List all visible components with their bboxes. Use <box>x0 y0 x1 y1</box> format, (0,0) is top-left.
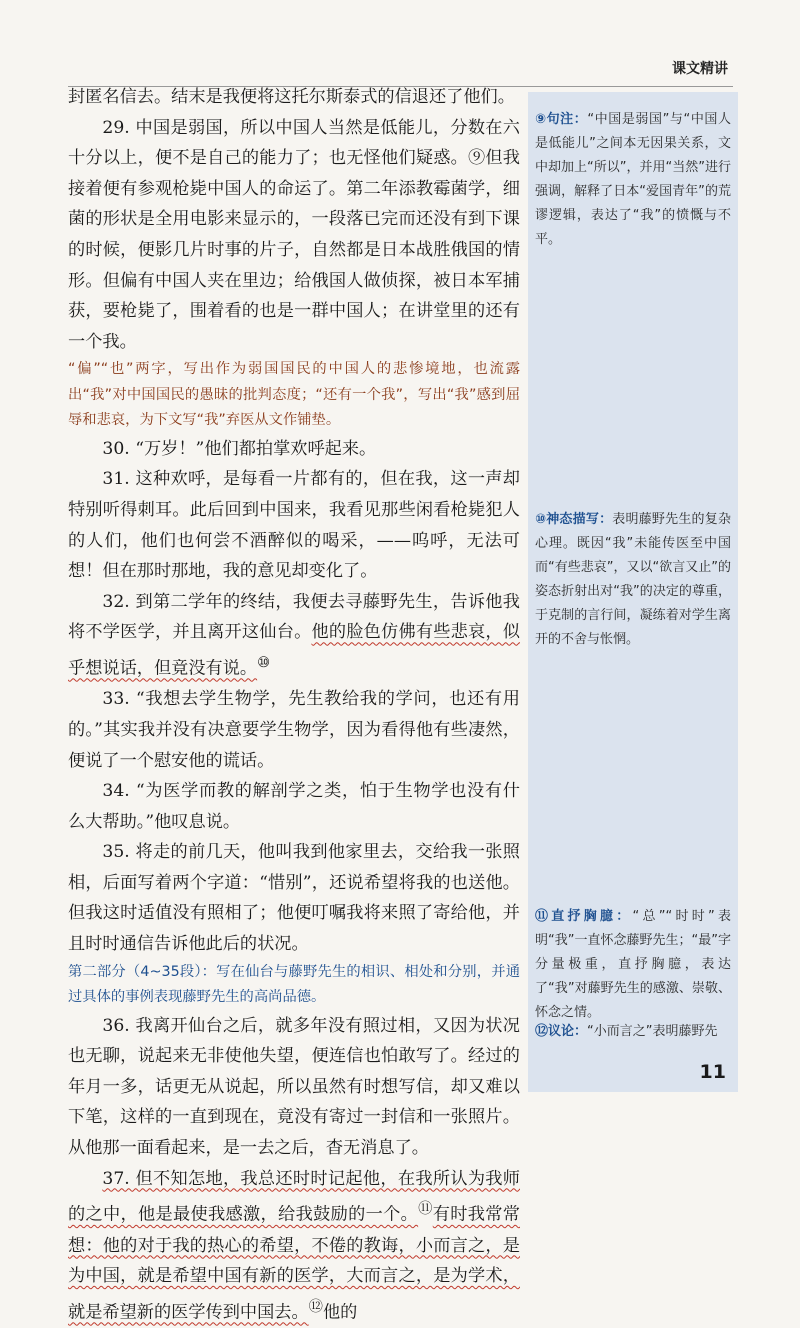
paragraph-31: 31. 这种欢呼，是每看一片都有的，但在我，这一声却特别听得刺耳。此后回到中国来，我看见那些闲看枪毙犯人的人们，他们也何尝不酒醉似的喝采，——呜呼，无法可想！但在那时那地，我的意见却变化了。 <box>68 469 520 582</box>
note-12-heading: ⑫议论： <box>535 1024 588 1039</box>
sidebar-note-10 <box>535 508 731 652</box>
paragraph-30: 30. “万岁！”他们都拍掌欢呼起来。 <box>102 438 377 459</box>
note-11-heading: ⑪直抒胸臆： <box>535 909 633 924</box>
paragraph-35: 35. 将走的前几天，他叫我到他家里去，交给我一张照相，后面写着两个字道：“惜别”，还说希望将我的也送他。但我这时适值没有照相了；他便叮嘱我将来照了寄给他，并且时时通信告诉他此后的状况。 <box>68 842 520 955</box>
note-12-body: “小而言之”表明藤野先 <box>587 1024 718 1039</box>
paragraph-34: 34. “为医学而教的解剖学之类，怕于生物学也没有什么大帮助。”他叹息说。 <box>68 781 520 832</box>
paragraph-37-tail: 他的 <box>322 1302 358 1323</box>
paragraph-37 <box>68 1164 520 1328</box>
main-text <box>68 82 520 1328</box>
paragraph-32-text: 32. 到第二学年的终结，我便去寻藤野先生，告诉他我将不学医学，并且离开这仙台。 <box>68 591 520 643</box>
note-11-body: “总”“时时”表明“我”一直怀念藤野先生；“最”字分量极重，直抒胸臆，表达了“我”对藤野先生的感激、崇敬、怀念之情。 <box>535 909 731 1020</box>
paragraph-continued: 封匿名信去。结末是我便将这托尔斯泰式的信退还了他们。 <box>68 87 515 107</box>
page-header-title: 课文精讲 <box>672 61 728 77</box>
note-marker-11: ⑪ <box>418 1201 433 1218</box>
paragraph-36: 36. 我离开仙台之后，就多年没有照过相，又因为状况也无聊，说起来无非使他失望，便连信也怕敢写了。经过的年月一多，话更无从说起，所以虽然有时想写信，却又难以下笔，这样的一直到现在，竟没有寄过一封信和一张照片。从他那一面看起来，是一去之后，杳无消息了。 <box>68 1015 520 1159</box>
paragraph-29: 29. 中国是弱国，所以中国人当然是低能儿，分数在六十分以上，便不是自己的能力了；也无怪他们疑惑。⑨但我接着便有参观枪毙中国人的命运了。第二年添教霉菌学，细菌的形状是全用电影来显示的，一段落已完而还没有到下课的时候，便影几片时事的片子，自然都是日本战胜俄国的情形。但偏有中国人夹在里边；给俄国人做侦探，被日本军捕获，要枪毙了，围着看的也是一群中国人；在讲堂里的还有一个我。 <box>68 117 520 352</box>
note-marker-10: ⑩ <box>257 655 270 671</box>
underlined-expression: 他的脸色仿佛有些悲哀，似乎想说话，但竟没有说。 <box>68 622 520 679</box>
underlined-sentence-2: 有时我常常想：他的对于我的热心的希望，不倦的教诲，小而言之，是为中国，就是希望中国有新的医学，大而言之，是为学术，就是希望新的医学传到中国去。 <box>68 1204 520 1323</box>
paragraph-33: 33. “我想去学生物学，先生教给我的学问，也还有用的。”其实我并没有决意要学生物学，因为看得他有些凄然，便说了一个慰安他的谎话。 <box>68 689 520 771</box>
note-9-body: “中国是弱国”与“中国人是低能儿”之间本无因果关系，文中却加上“所以”，并用“当然”进行强调，解释了日本“爱国青年”的荒谬逻辑，表达了“我”的愤慨与不平。 <box>535 112 731 247</box>
page-number: 11 <box>699 1061 726 1083</box>
note-10-heading: ⑩神态描写： <box>535 512 613 527</box>
sidebar-note-11 <box>535 905 731 1025</box>
note-marker-12: ⑫ <box>308 1298 323 1315</box>
underlined-sentence-1: 37. 但不知怎地，我总还时时记起他，在我所认为我师的之中，他是最使我感激，给我鼓励的一个。 <box>68 1168 520 1225</box>
annotation-paragraph-29: “偏”“也”两字，写出作为弱国国民的中国人的悲惨境地，也流露出“我”对中国国民的愚昧的批判态度；“还有一个我”，写出“我”感到屈辱和悲哀，为下文写“我”弃医从文作铺垫。 <box>68 361 520 429</box>
paragraph-32 <box>68 587 520 685</box>
sidebar-note-9 <box>535 108 731 252</box>
note-10-body: 表明藤野先生的复杂心理。既因“我”未能传医至中国而“有些悲哀”，又以“欲言又止”的姿态折射出对“我”的决定的尊重，于克制的言行间，凝练着对学生离开的不舍与怅惘。 <box>535 512 731 647</box>
sidebar-note-12 <box>535 1020 731 1044</box>
note-9-heading: ⑨句注： <box>535 112 588 127</box>
section-summary: 第二部分（4~35段）：写在仙台与藤野先生的相识、相处和分别，并通过具体的事例表现藤野先生的高尚品德。 <box>68 963 520 1006</box>
